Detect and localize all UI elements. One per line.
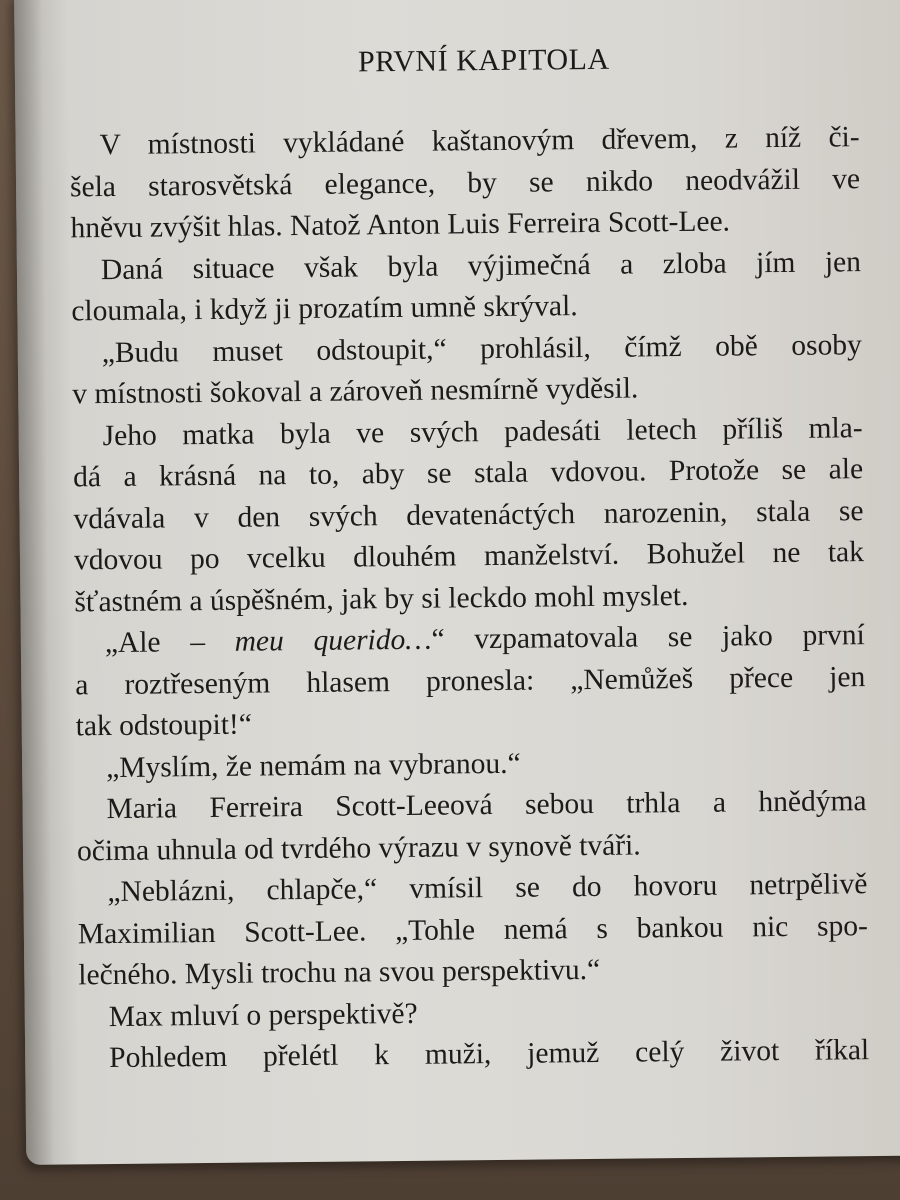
text-line-4: Daná situace však byla výjimečná a zloba jím jen	[100, 245, 862, 286]
text-line-13-italic: meu querido…	[234, 623, 432, 658]
text-line-8: Jeho matka byla ve svých padesáti letech příliš mla-	[102, 411, 863, 452]
text-line-1: V místnosti vykládané kaštanovým dřevem, z níž či-	[99, 121, 860, 162]
text-line-12: šťastném a úspěšném, jak by si leckdo mohl myslet.	[74, 579, 689, 618]
book-page	[14, 0, 900, 1165]
text-line-15: tak odstoupit!“	[75, 708, 253, 743]
body-text	[69, 117, 869, 1080]
text-line-9: dá a krásná na to, aby se stala vdovou. Protože se ale	[72, 453, 864, 494]
text-line-14: a roztřeseným hlasem pronesla: „Nemůžeš přece jen	[75, 660, 866, 701]
text-line-5: cloumala, i když ji prozatím umně skrýval.	[71, 290, 578, 328]
text-line-2: šela starosvětská elegance, by se nikdo neodvážil ve	[69, 162, 861, 203]
text-line-10: vdávala v den svých devatenáctých narozenin, stala se	[73, 494, 864, 535]
text-line-6: „Budu muset odstoupit,“ prohlásil, čímž obě osoby	[101, 328, 862, 369]
text-line-20: Maximilian Scott-Lee. „Tohle nemá s bankou nic spo-	[77, 909, 869, 950]
text-line-13-after: “ vzpamatovala se jako první	[431, 619, 865, 656]
page-text	[69, 37, 870, 1080]
text-line-23: Pohledem přelétl k muži, jemuž celý život říkal	[109, 1034, 870, 1075]
text-line-16: „Myslím, že nemám na vybranou.“	[105, 747, 521, 784]
text-line-13-before: „Ale –	[104, 625, 235, 660]
text-line-17: Maria Ferreira Scott-Leeová sebou trhla a hnědýma	[106, 785, 867, 826]
text-line-18: očima uhnula od tvrdého výrazu v synově tváři.	[76, 828, 641, 867]
text-line-7: v místnosti šokoval a zároveň nesmírně vyděsil.	[72, 372, 639, 411]
text-line-11: vdovou po vcelku dlouhém manželství. Bohužel ne tak	[73, 536, 865, 577]
text-line-21: lečného. Mysli trochu na svou perspektivu.“	[78, 953, 601, 992]
text-line-3: hněvu zvýšit hlas. Natož Anton Luis Ferreira Scott-Lee.	[70, 205, 731, 245]
chapter-title: PRVNÍ KAPITOLA	[357, 42, 610, 79]
text-line-19: „Neblázni, chlapče,“ vmísil se do hovoru netrpělivě	[107, 868, 868, 909]
text-line-22: Max mluví o perspektivě?	[108, 997, 418, 1033]
